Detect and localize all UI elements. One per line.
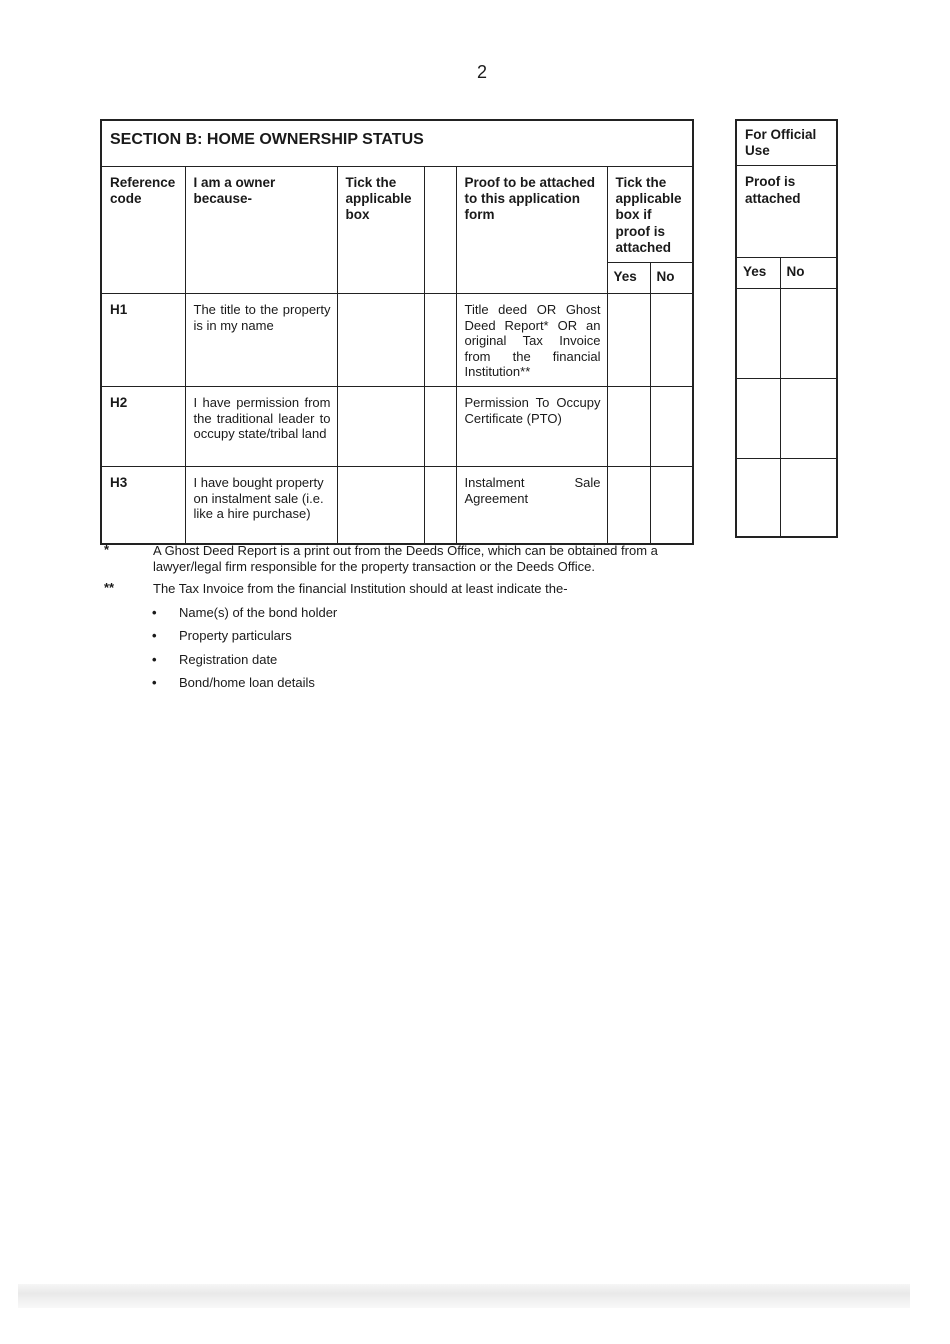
row-code: H1 (101, 293, 185, 386)
section-title: SECTION B: HOME OWNERSHIP STATUS (101, 120, 693, 167)
official-yes-cell[interactable] (736, 289, 780, 379)
footnote-text: The Tax Invoice from the financial Institution should at least indicate the- (153, 580, 568, 596)
reference-code-header: Reference code (101, 167, 185, 294)
list-item-text: Bond/home loan details (179, 675, 315, 691)
home-ownership-table (100, 119, 694, 545)
footnote-text: A Ghost Deed Report is a print out from the Deeds Office, which can be obtained from a lawyer/legal firm responsible for the property transaction or the Deeds Office. (153, 543, 658, 574)
official-yes-header: Yes (736, 258, 780, 289)
official-use-title: For Official Use (736, 120, 837, 166)
table-row (101, 466, 693, 544)
bullet-icon: • (152, 651, 157, 667)
list-item (104, 675, 704, 691)
row-reason: I have permission from the traditional leader to occupy state/tribal land (185, 386, 337, 466)
tick-box-header-cell (424, 167, 456, 294)
official-yes-cell[interactable] (736, 379, 780, 459)
row-code: H2 (101, 386, 185, 466)
tick-box-cell[interactable] (337, 386, 424, 466)
no-tick-cell[interactable] (650, 386, 693, 466)
scan-artifact (18, 1284, 910, 1308)
no-header: No (650, 262, 693, 293)
row-code: H3 (101, 466, 185, 544)
footnote-mark: * (104, 542, 110, 557)
bullet-icon: • (152, 628, 157, 644)
row-proof: Instalment Sale Agreement (456, 466, 607, 544)
yes-tick-cell[interactable] (607, 293, 650, 386)
tick-box-cell[interactable] (337, 466, 424, 544)
row-reason: The title to the property is in my name (185, 293, 337, 386)
official-yes-cell[interactable] (736, 459, 780, 537)
list-item-text: Property particulars (179, 628, 292, 644)
yes-tick-cell[interactable] (607, 466, 650, 544)
official-no-cell[interactable] (780, 289, 837, 379)
row-proof: Title deed OR Ghost Deed Report* OR an original Tax Invoice from the financial Institution** (456, 293, 607, 386)
tick-if-proof-header: Tick the applicable box if proof is attached (607, 167, 693, 263)
tick-box-cell[interactable] (337, 293, 424, 386)
table-row (101, 293, 693, 386)
tick-box-cell[interactable] (424, 293, 456, 386)
row-reason: I have bought property on instalment sale (i.e. like a hire purchase) (185, 466, 337, 544)
official-no-cell[interactable] (780, 459, 837, 537)
list-item (104, 605, 704, 621)
tick-applicable-header: Tick the applicable box (337, 167, 424, 294)
proof-attached-label: Proof is attached (736, 166, 837, 258)
yes-tick-cell[interactable] (607, 386, 650, 466)
table-row (101, 386, 693, 466)
official-no-cell[interactable] (780, 379, 837, 459)
tick-box-cell[interactable] (424, 466, 456, 544)
bullet-icon: • (152, 675, 157, 691)
tick-box-cell[interactable] (424, 386, 456, 466)
list-item (104, 652, 704, 668)
row-proof: Permission To Occupy Certificate (PTO) (456, 386, 607, 466)
footnote-mark: ** (104, 579, 115, 595)
page-number: 2 (476, 62, 487, 82)
list-item (104, 628, 704, 644)
footnote (104, 581, 704, 597)
list-item-text: Registration date (179, 651, 278, 667)
footnote (104, 543, 704, 575)
proof-attached-header: Proof to be attached to this application form (456, 167, 607, 294)
footnotes (104, 543, 704, 691)
no-tick-cell[interactable] (650, 466, 693, 544)
no-tick-cell[interactable] (650, 293, 693, 386)
owner-because-header: I am a owner because- (185, 167, 337, 294)
bullet-icon: • (152, 604, 157, 620)
list-item-text: Name(s) of the bond holder (179, 604, 338, 620)
yes-header: Yes (607, 262, 650, 293)
official-use-table (735, 119, 838, 538)
official-no-header: No (780, 258, 837, 289)
